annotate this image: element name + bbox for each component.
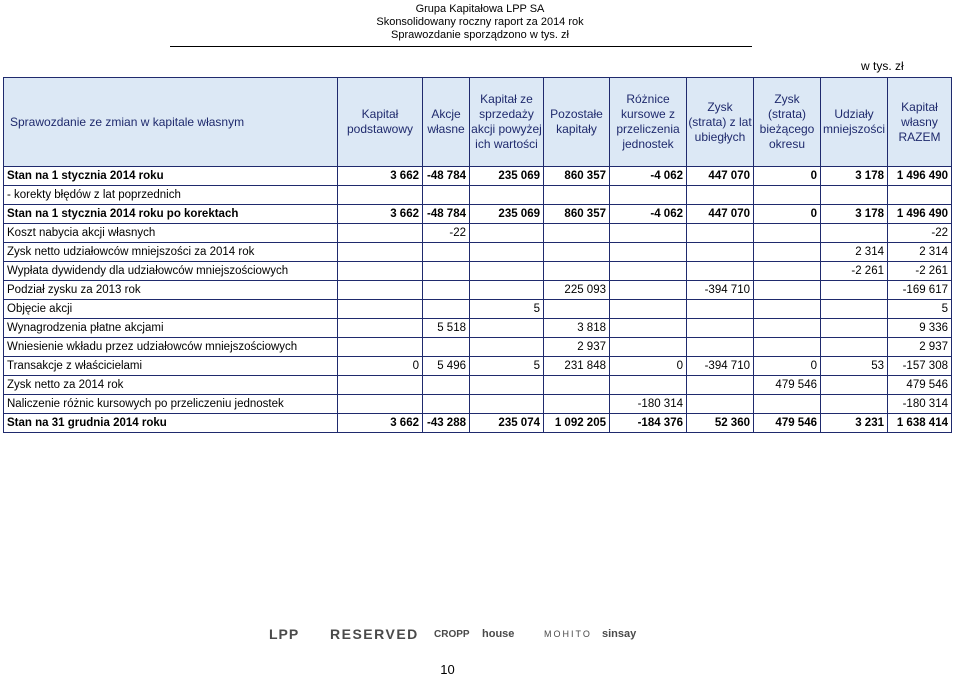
table-row	[4, 262, 952, 281]
table-cell	[470, 319, 544, 338]
table-cell: -157 308	[888, 357, 952, 376]
row-label: Zysk netto za 2014 rok	[4, 376, 338, 395]
table-cell	[754, 186, 821, 205]
report-company-name: Grupa Kapitałowa LPP SA	[415, 3, 545, 15]
column-header: Akcje własne	[423, 78, 470, 167]
table-row	[4, 376, 952, 395]
table-cell	[610, 376, 687, 395]
table-cell	[610, 262, 687, 281]
table-cell	[754, 395, 821, 414]
table-cell	[338, 243, 423, 262]
table-cell: 1 496 490	[888, 205, 952, 224]
column-header: Kapitał podstawowy	[338, 78, 423, 167]
table-cell	[423, 281, 470, 300]
table-cell	[687, 319, 754, 338]
table-cell	[687, 395, 754, 414]
table-cell: -180 314	[610, 395, 687, 414]
table-cell	[338, 395, 423, 414]
table-cell: 235 069	[470, 205, 544, 224]
table-cell	[338, 376, 423, 395]
table-row	[4, 224, 952, 243]
table-cell	[423, 262, 470, 281]
table-cell: 5	[470, 300, 544, 319]
table-cell: -48 784	[423, 205, 470, 224]
table-row	[4, 414, 952, 433]
table-cell	[821, 281, 888, 300]
table-cell: -394 710	[687, 281, 754, 300]
table-cell	[544, 243, 610, 262]
header-divider	[170, 46, 752, 47]
table-cell	[544, 395, 610, 414]
table-cell: 2 314	[821, 243, 888, 262]
table-cell	[470, 186, 544, 205]
table-cell	[687, 224, 754, 243]
row-label: Naliczenie różnic kursowych po przeliczeniu jednostek	[4, 395, 338, 414]
table-row	[4, 319, 952, 338]
column-header: Kapitał własny RAZEM	[888, 78, 952, 167]
table-cell: -48 784	[423, 167, 470, 186]
table-cell	[338, 319, 423, 338]
table-cell	[754, 243, 821, 262]
table-cell: 479 546	[754, 414, 821, 433]
column-header: Zysk (strata) z lat ubiegłych	[687, 78, 754, 167]
table-cell: 0	[610, 357, 687, 376]
table-cell	[687, 262, 754, 281]
table-cell	[423, 300, 470, 319]
report-unit-note: Sprawozdanie sporządzono w tys. zł	[391, 29, 569, 41]
table-cell: 3 178	[821, 205, 888, 224]
table-cell: 3 178	[821, 167, 888, 186]
table-cell	[610, 281, 687, 300]
table-cell: -4 062	[610, 205, 687, 224]
table-cell: 52 360	[687, 414, 754, 433]
table-cell	[544, 186, 610, 205]
row-label: Wniesienie wkładu przez udziałowców mniejszościowych	[4, 338, 338, 357]
table-cell	[470, 224, 544, 243]
table-cell	[338, 186, 423, 205]
table-row	[4, 338, 952, 357]
table-cell: 5 518	[423, 319, 470, 338]
table-cell: -180 314	[888, 395, 952, 414]
table-cell	[821, 186, 888, 205]
equity-changes-table	[3, 77, 952, 433]
table-cell: 0	[338, 357, 423, 376]
table-cell	[610, 186, 687, 205]
table-cell: 860 357	[544, 167, 610, 186]
brand-logo-reserved: RESERVED	[330, 626, 419, 642]
row-label: Wypłata dywidendy dla udziałowców mniejszościowych	[4, 262, 338, 281]
table-cell: 3 662	[338, 167, 423, 186]
table-row	[4, 167, 952, 186]
table-cell: 2 937	[544, 338, 610, 357]
table-cell	[470, 243, 544, 262]
table-row	[4, 300, 952, 319]
brand-logo-sinsay: sinsay	[602, 628, 637, 640]
table-row	[4, 357, 952, 376]
row-label: - korekty błędów z lat poprzednich	[4, 186, 338, 205]
table-row	[4, 395, 952, 414]
table-cell: 231 848	[544, 357, 610, 376]
table-cell	[687, 376, 754, 395]
table-cell: 5	[470, 357, 544, 376]
table-cell: 447 070	[687, 205, 754, 224]
table-cell	[754, 281, 821, 300]
table-cell: 235 074	[470, 414, 544, 433]
table-cell: -43 288	[423, 414, 470, 433]
table-cell	[610, 338, 687, 357]
table-cell	[423, 243, 470, 262]
table-cell	[544, 224, 610, 243]
table-cell: -2 261	[888, 262, 952, 281]
table-cell	[687, 186, 754, 205]
table-cell	[754, 224, 821, 243]
table-cell: 1 092 205	[544, 414, 610, 433]
table-cell: 1 496 490	[888, 167, 952, 186]
table-cell	[610, 319, 687, 338]
table-cell: 0	[754, 357, 821, 376]
table-cell: 447 070	[687, 167, 754, 186]
table-row	[4, 281, 952, 300]
table-cell	[821, 319, 888, 338]
row-label: Wynagrodzenia płatne akcjami	[4, 319, 338, 338]
table-cell	[338, 262, 423, 281]
table-cell	[470, 338, 544, 357]
table-cell: 0	[754, 205, 821, 224]
table-cell: -169 617	[888, 281, 952, 300]
column-header: Kapitał ze sprzedaży akcji powyżej ich wartości	[470, 78, 544, 167]
table-cell: 3 818	[544, 319, 610, 338]
brand-logo-house: house	[482, 628, 515, 640]
table-cell	[338, 224, 423, 243]
table-cell: 225 093	[544, 281, 610, 300]
table-cell: 3 662	[338, 414, 423, 433]
table-cell	[470, 262, 544, 281]
table-cell	[423, 376, 470, 395]
table-cell: -2 261	[821, 262, 888, 281]
table-header-row	[4, 78, 952, 167]
table-cell	[888, 186, 952, 205]
column-header: Pozostałe kapitały	[544, 78, 610, 167]
table-cell	[821, 338, 888, 357]
table-title: Sprawozdanie ze zmian w kapitale własnym	[4, 78, 338, 167]
table-cell: 1 638 414	[888, 414, 952, 433]
table-cell	[470, 395, 544, 414]
table-cell: 5 496	[423, 357, 470, 376]
brand-logo-mohito: MOHITO	[544, 629, 592, 639]
table-cell	[687, 300, 754, 319]
table-cell	[610, 224, 687, 243]
table-cell	[338, 338, 423, 357]
row-label: Stan na 1 stycznia 2014 roku po korektach	[4, 205, 338, 224]
table-cell: 235 069	[470, 167, 544, 186]
table-cell	[544, 262, 610, 281]
table-cell	[470, 281, 544, 300]
table-cell	[754, 300, 821, 319]
report-title: Skonsolidowany roczny raport za 2014 rok	[376, 16, 584, 28]
table-cell: -394 710	[687, 357, 754, 376]
row-label: Stan na 1 stycznia 2014 roku	[4, 167, 338, 186]
table-cell: 3 662	[338, 205, 423, 224]
row-label: Koszt nabycia akcji własnych	[4, 224, 338, 243]
brand-logos	[0, 626, 960, 646]
table-cell: -4 062	[610, 167, 687, 186]
table-cell: 3 231	[821, 414, 888, 433]
row-label: Zysk netto udziałowców mniejszości za 2014 rok	[4, 243, 338, 262]
table-cell	[610, 243, 687, 262]
table-cell	[687, 338, 754, 357]
unit-label: w tys. zł	[861, 59, 904, 73]
table-cell	[338, 281, 423, 300]
brand-logo-lpp: LPP	[269, 626, 300, 642]
brand-logo-cropp: CROPP	[434, 629, 470, 640]
table-cell: -184 376	[610, 414, 687, 433]
table-cell: 53	[821, 357, 888, 376]
row-label: Objęcie akcji	[4, 300, 338, 319]
table-cell	[470, 376, 544, 395]
table-cell: -22	[888, 224, 952, 243]
column-header: Różnice kursowe z przeliczenia jednostek	[610, 78, 687, 167]
table-cell: 479 546	[888, 376, 952, 395]
table-cell	[544, 300, 610, 319]
page-number: 10	[440, 662, 455, 677]
table-cell	[610, 300, 687, 319]
row-label: Stan na 31 grudnia 2014 roku	[4, 414, 338, 433]
table-row	[4, 186, 952, 205]
table-cell: 479 546	[754, 376, 821, 395]
table-row	[4, 243, 952, 262]
table-cell	[423, 395, 470, 414]
table-cell	[821, 395, 888, 414]
table-row	[4, 205, 952, 224]
table-cell: -22	[423, 224, 470, 243]
table-cell	[544, 376, 610, 395]
row-label: Transakcje z właścicielami	[4, 357, 338, 376]
table-cell	[423, 338, 470, 357]
table-cell	[821, 224, 888, 243]
table-cell: 860 357	[544, 205, 610, 224]
table-cell: 2 937	[888, 338, 952, 357]
table-cell: 2 314	[888, 243, 952, 262]
table-cell	[754, 262, 821, 281]
table-cell	[821, 376, 888, 395]
table-cell: 0	[754, 167, 821, 186]
table-cell	[754, 338, 821, 357]
table-cell	[423, 186, 470, 205]
table-cell	[754, 319, 821, 338]
table-cell	[821, 300, 888, 319]
row-label: Podział zysku za 2013 rok	[4, 281, 338, 300]
table-cell	[338, 300, 423, 319]
table-cell: 9 336	[888, 319, 952, 338]
table-cell: 5	[888, 300, 952, 319]
column-header: Zysk (strata) bieżącego okresu	[754, 78, 821, 167]
column-header: Udziały mniejszości	[821, 78, 888, 167]
table-cell	[687, 243, 754, 262]
